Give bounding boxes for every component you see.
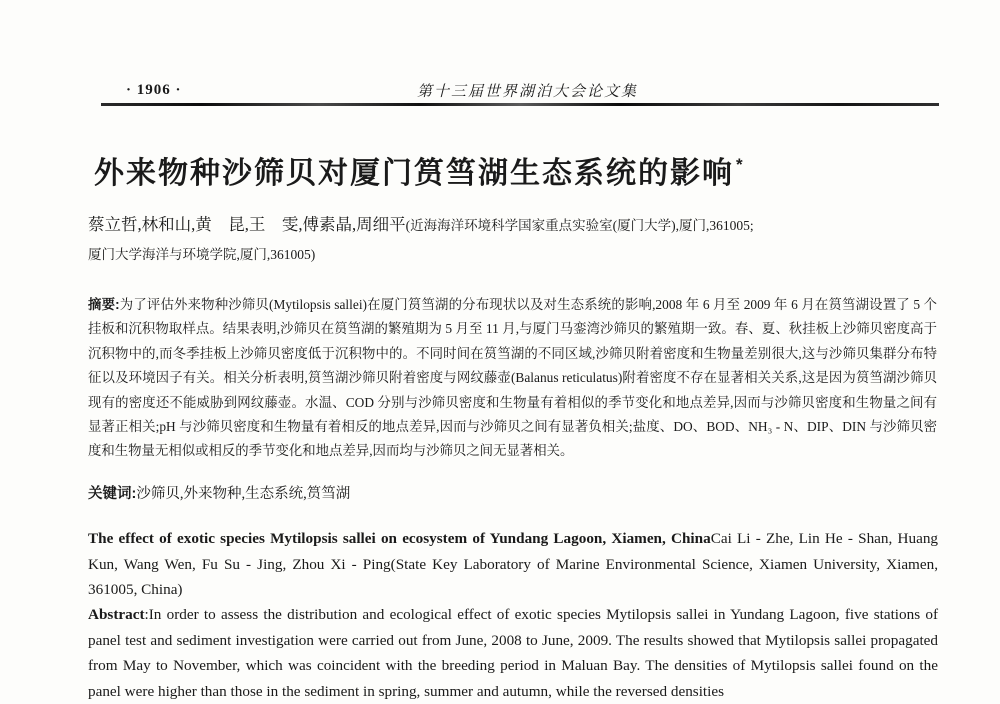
article-title-en: The effect of exotic species Mytilopsis sallei on ecosystem of Yundang Lagoon, Xiamen, China [88, 530, 711, 547]
header-divider-rule [101, 103, 939, 106]
abstract-en [88, 602, 938, 704]
affiliation-cn-line2: 厦门大学海洋与环境学院,厦门,361005) [88, 247, 316, 262]
authors-block-cn [88, 211, 938, 269]
keywords-label-cn: 关键词: [88, 486, 137, 502]
abstract-label-cn: 摘要: [88, 297, 120, 312]
title-footnote-marker: * [736, 155, 745, 174]
author-names-en: Cai Li - Zhe, Lin He - Shan, Huang Kun, Wang Wen, Fu Su - Jing, Zhou Xi - Ping [88, 530, 939, 573]
article-title-cn [94, 148, 745, 192]
page-number: · 1906 · [126, 82, 182, 98]
english-title-block [88, 526, 938, 603]
abstract-text-cn: 为了评估外来物种沙筛贝(Mytilopsis sallei)在厦门筼筜湖的分布现状以及对生态系统的影响,2008 年 6 月至 2009 年 6 月在筼筜湖设置了 5 个挂板和沉积物取样点。结果表明,沙筛贝在筼筜湖的繁殖期为 5 月至 11 月,与厦门马銮湾沙筛贝的繁殖期一致。春、夏、秋挂板上沙筛贝密度高于沉积物中的,而冬季挂板上沙筛贝密度低于沉积物中的。不同时间在筼筜湖的不同区域,沙筛贝附着密度和生物量差别很大,这与沙筛贝集群分布特征以及环境因子有关。相关分析表明,筼筜湖沙筛贝附着密度与网纹藤壶(Balanus reticulatus)附着密度不存在显著相关关系,这是因为筼筜湖沙筛贝现有的密度还不能威胁到网纹藤壶。水温、COD 分别与沙筛贝密度和生物量有着相似的季节变化和地点差异,因而与沙筛贝密度和生物量之间有显著正相关;pH 与沙筛贝密度和生物量有着相反的地点差异,因而与沙筛贝之间有显著负相关;盐度、DO、BOD、NH₃ - N、DIP、DIN 与沙筛贝密度和生物量无相似或相反的季节变化和地点差异,因而均与沙筛贝之间无显著相关。 [88, 297, 937, 459]
proceedings-title: 第十三届世界湖泊大会论文集 [416, 84, 638, 100]
author-names-cn: 蔡立哲,林和山,黄 昆,王 雯,傅素晶,周细平 [88, 215, 406, 234]
abstract-text-en: :In order to assess the distribution and ecological effect of exotic species Mytilopsis sallei in Yundang Lagoon, five stations of panel test and sediment investigation were carried out from June, 2008 to June, 2009. The results showed that Mytilopsis sallei propagated from May to November, which was coincident with the breeding period in Maluan Bay. The densities of Mytilopsis sallei found on the panel were higher than those in the sediment in spring, summer and autumn, while the reversed densities [88, 606, 938, 700]
keywords-cn [88, 483, 937, 505]
abstract-label-en: Abstract [88, 606, 145, 623]
article-title-cn-text: 外来物种沙筛贝对厦门筼筜湖生态系统的影响 [94, 157, 734, 190]
keywords-text-cn: 沙筛贝,外来物种,生态系统,筼筜湖 [136, 486, 351, 502]
abstract-cn [88, 293, 937, 464]
affiliation-cn-line1: (近海海洋环境科学国家重点实验室(厦门大学),厦门,361005; [405, 218, 754, 233]
affiliation-en: (State Key Laboratory of Marine Environmental Science, Xiamen University, Xiamen, 361005, China) [88, 555, 939, 599]
